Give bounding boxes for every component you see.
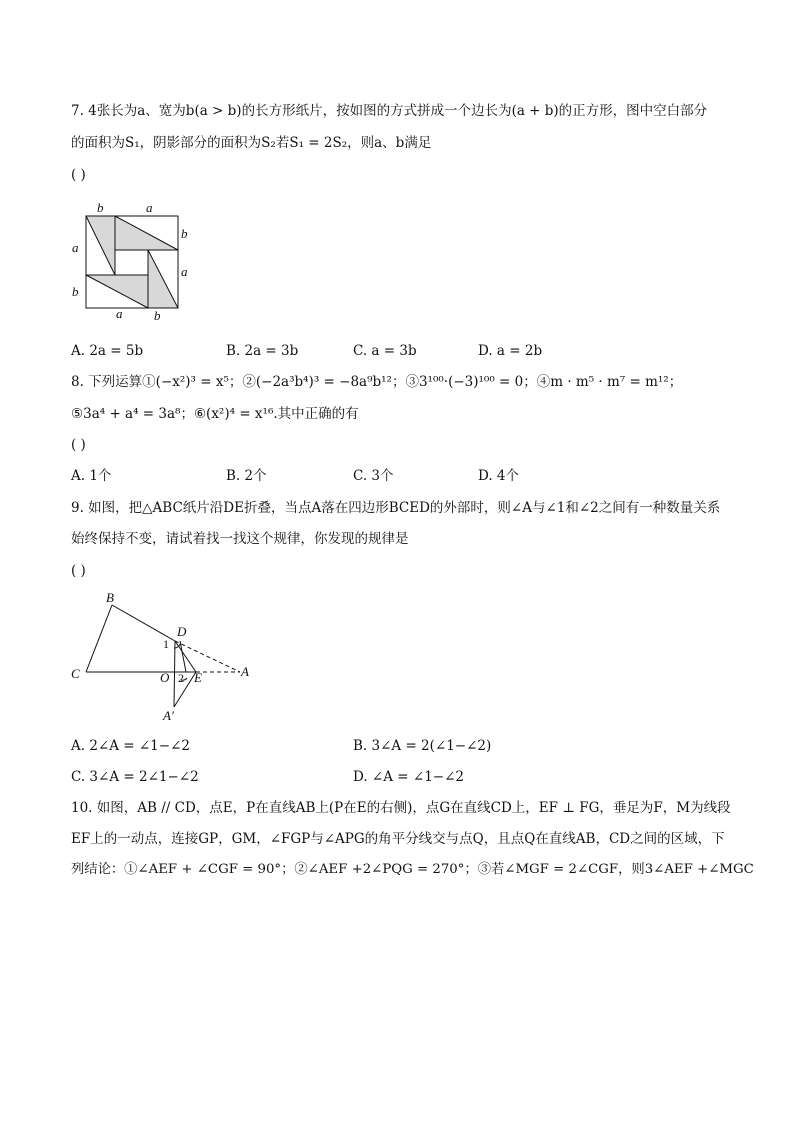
- q10-line1: 10. 如图，AB // CD，点E，P在直线AB上(P在E的右侧)，点G在直线CD上，EF ⊥ FG，垂足为F，M为线段: [71, 800, 731, 816]
- q10-line3: 列结论：①∠AEF + ∠CGF = 90°；②∠AEF +2∠PQG = 270°；③若∠MGF = 2∠CGF，则3∠AEF +∠MGC: [71, 862, 754, 877]
- q9-line1: 9. 如图，把△ABC纸片沿DE折叠，当点A落在四边形BCED的外部时，则∠A与∠1和∠2之间有一种数量关系: [71, 500, 721, 516]
- q9-option-b[interactable]: B. 3∠A = 2(∠1−∠2): [353, 738, 492, 754]
- q9-label-E: E: [194, 670, 202, 685]
- q8-paren: ( ): [71, 437, 86, 453]
- q9-label-2: 2: [178, 671, 184, 685]
- q9-line2: 始终保持不变，请试着找一找这个规律，你发现的规律是: [71, 531, 409, 547]
- q9-label-C: C: [71, 666, 80, 681]
- q10-line2: EF上的一动点，连接GP，GM，∠FGP与∠APG的角平分线交与点Q，且点Q在直线AB，CD之间的区域，下: [71, 831, 725, 847]
- q8-line1: 8. 下列运算①(−x²)³ = x⁵；②(−2a³b⁴)³ = −8a⁹b¹²；③3¹⁰⁰·(−3)¹⁰⁰ = 0；④m · m⁵ · m⁷ = m¹²；: [71, 374, 683, 390]
- q7-paren: ( ): [71, 167, 86, 183]
- q7-label-right-a: a: [181, 264, 188, 279]
- q7-label-top-a: a: [146, 200, 153, 215]
- q9-label-D: D: [177, 624, 187, 639]
- q7-option-b[interactable]: B. 2a = 3b: [226, 343, 299, 359]
- q9-paren: ( ): [71, 563, 86, 579]
- q8-option-b[interactable]: B. 2个: [226, 468, 267, 484]
- q9-label-O: O: [160, 670, 170, 685]
- q7-label-bottom-a: a: [116, 306, 123, 321]
- q8-line2: ⑤3a⁴ + a⁴ = 3a⁸；⑥(x²)⁴ = x¹⁶.其中正确的有: [71, 406, 359, 422]
- q7-label-left-a: a: [72, 240, 79, 255]
- q8-option-c[interactable]: C. 3个: [353, 468, 394, 484]
- q8-option-d[interactable]: D. 4个: [478, 468, 520, 484]
- q7-option-c[interactable]: C. a = 3b: [353, 343, 417, 359]
- q7-line1: 7. 4张长为a、宽为b(a > b)的长方形纸片，按如图的方式拼成一个边长为(a + b)的正方形，图中空白部分: [71, 103, 708, 119]
- q9-label-B: B: [106, 590, 114, 605]
- q9-label-1: 1: [163, 637, 169, 651]
- q9-label-A: A: [241, 664, 249, 679]
- q9-option-d[interactable]: D. ∠A = ∠1−∠2: [353, 769, 464, 785]
- q9-label-Aprime: A′: [163, 708, 174, 723]
- q7-label-top-b: b: [97, 200, 104, 215]
- q7-label-left-b: b: [72, 284, 79, 299]
- q9-option-c[interactable]: C. 3∠A = 2∠1−∠2: [71, 769, 199, 785]
- q7-option-d[interactable]: D. a = 2b: [478, 343, 543, 359]
- q7-line2: 的面积为S₁，阴影部分的面积为S₂若S₁ = 2S₂，则a、b满足: [71, 135, 432, 151]
- q7-option-a[interactable]: A. 2a = 5b: [71, 343, 144, 359]
- q7-label-right-b: b: [181, 226, 188, 241]
- q7-label-bottom-b: b: [154, 308, 161, 323]
- q8-option-a[interactable]: A. 1个: [71, 468, 112, 484]
- q9-option-a[interactable]: A. 2∠A = ∠1−∠2: [71, 738, 190, 754]
